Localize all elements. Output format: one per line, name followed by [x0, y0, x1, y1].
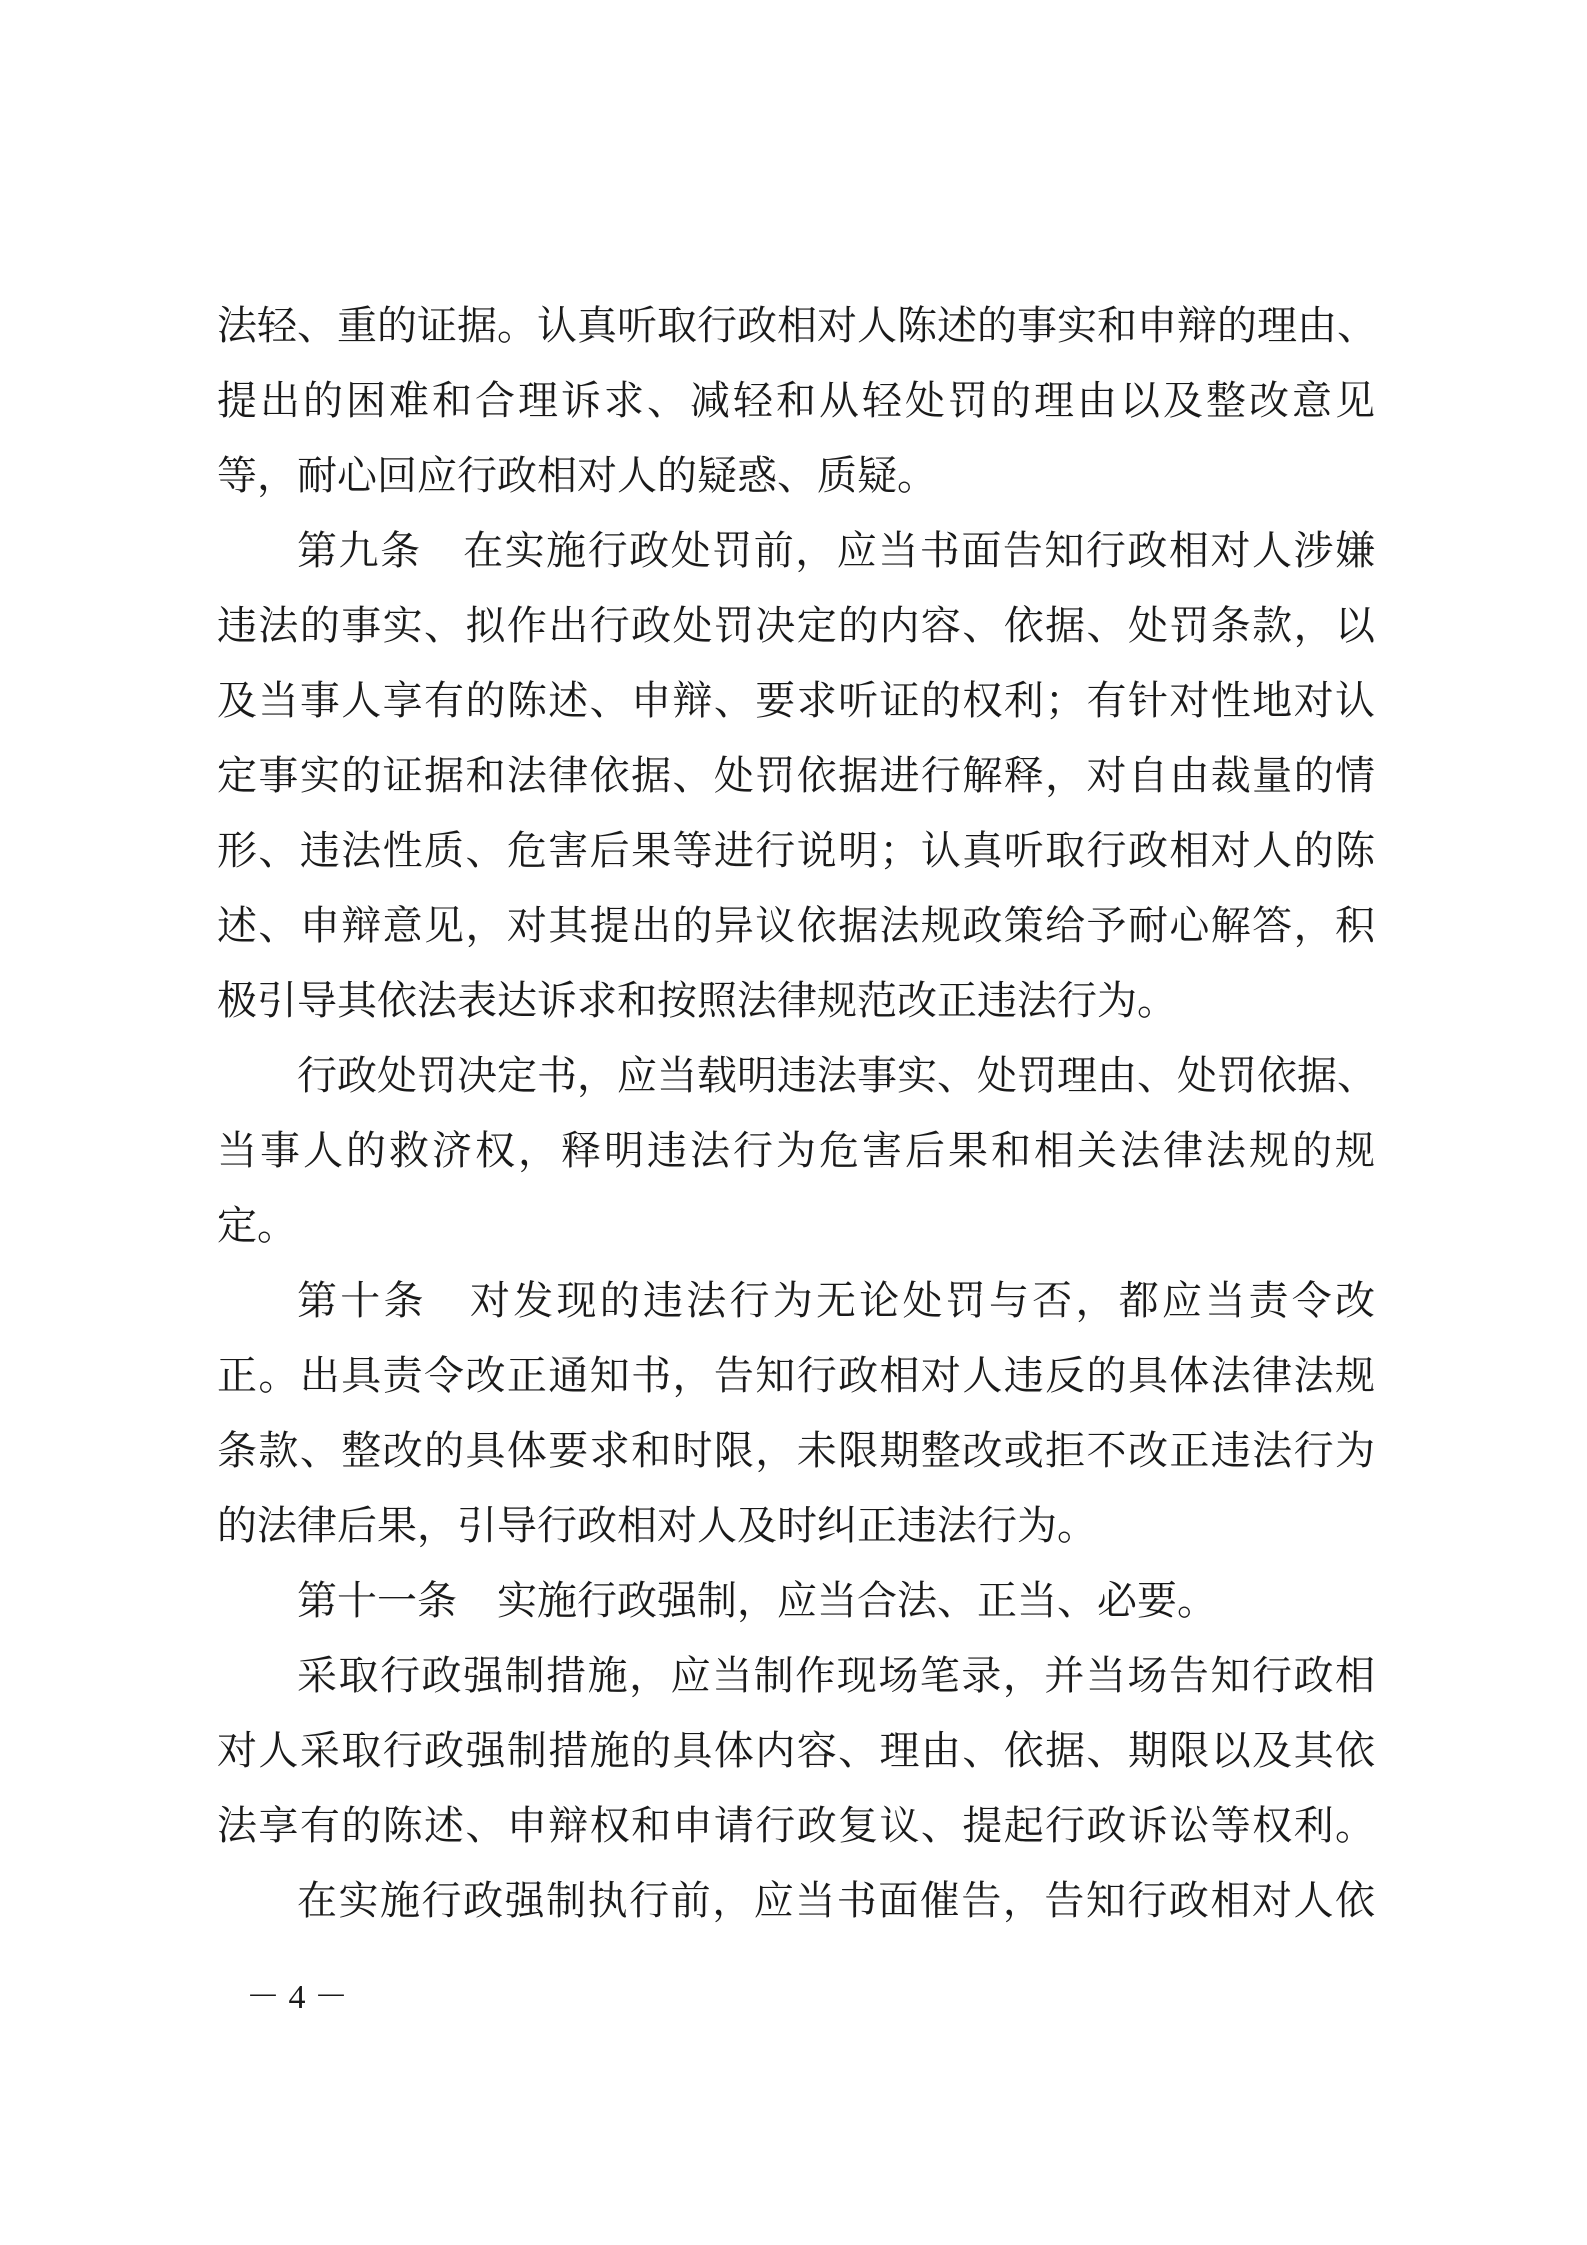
text-line: 对人采取行政强制措施的具体内容、理由、依据、期限以及其依: [217, 1728, 1375, 1774]
paragraph-start-line: 采取行政强制措施，应当制作现场笔录，并当场告知行政相: [297, 1653, 1375, 1699]
text-line: 定事实的证据和法律依据、处罚依据进行解释，对自由裁量的情: [217, 753, 1375, 799]
text-line: 正。出具责令改正通知书，告知行政相对人违反的具体法律法规: [217, 1353, 1375, 1399]
paragraph-start-line: 行政处罚决定书，应当载明违法事实、处罚理由、处罚依据、: [297, 1053, 1377, 1099]
text-line: 形、违法性质、危害后果等进行说明；认真听取行政相对人的陈: [217, 828, 1375, 874]
text-line: 述、申辩意见，对其提出的异议依据法规政策给予耐心解答，积: [217, 903, 1375, 949]
text-line: 法轻、重的证据。认真听取行政相对人陈述的事实和申辩的理由、: [217, 303, 1377, 349]
text-line: 极引导其依法表达诉求和按照法律规范改正违法行为。: [217, 978, 1177, 1024]
article-9-heading-line: 第九条 在实施行政处罚前，应当书面告知行政相对人涉嫌: [297, 528, 1375, 574]
text-line: 的法律后果，引导行政相对人及时纠正违法行为。: [217, 1503, 1097, 1549]
text-line: 及当事人享有的陈述、申辩、要求听证的权利；有针对性地对认: [217, 678, 1375, 724]
article-11-heading-line: 第十一条 实施行政强制，应当合法、正当、必要。: [297, 1578, 1217, 1624]
text-line: 等，耐心回应行政相对人的疑惑、质疑。: [217, 453, 937, 499]
article-10-heading-line: 第十条 对发现的违法行为无论处罚与否，都应当责令改: [297, 1278, 1375, 1324]
text-line: 法享有的陈述、申辩权和申请行政复议、提起行政诉讼等权利。: [217, 1803, 1375, 1849]
text-line: 当事人的救济权，释明违法行为危害后果和相关法律法规的规: [217, 1128, 1375, 1174]
text-line: 条款、整改的具体要求和时限，未限期整改或拒不改正违法行为: [217, 1428, 1375, 1474]
text-line: 违法的事实、拟作出行政处罚决定的内容、依据、处罚条款，以: [217, 603, 1375, 649]
paragraph-start-line: 在实施行政强制执行前，应当书面催告，告知行政相对人依: [297, 1878, 1375, 1924]
text-line: 提出的困难和合理诉求、减轻和从轻处罚的理由以及整改意见: [217, 378, 1375, 424]
text-line: 定。: [217, 1203, 297, 1249]
page-number: － 4 －: [246, 1979, 348, 2016]
